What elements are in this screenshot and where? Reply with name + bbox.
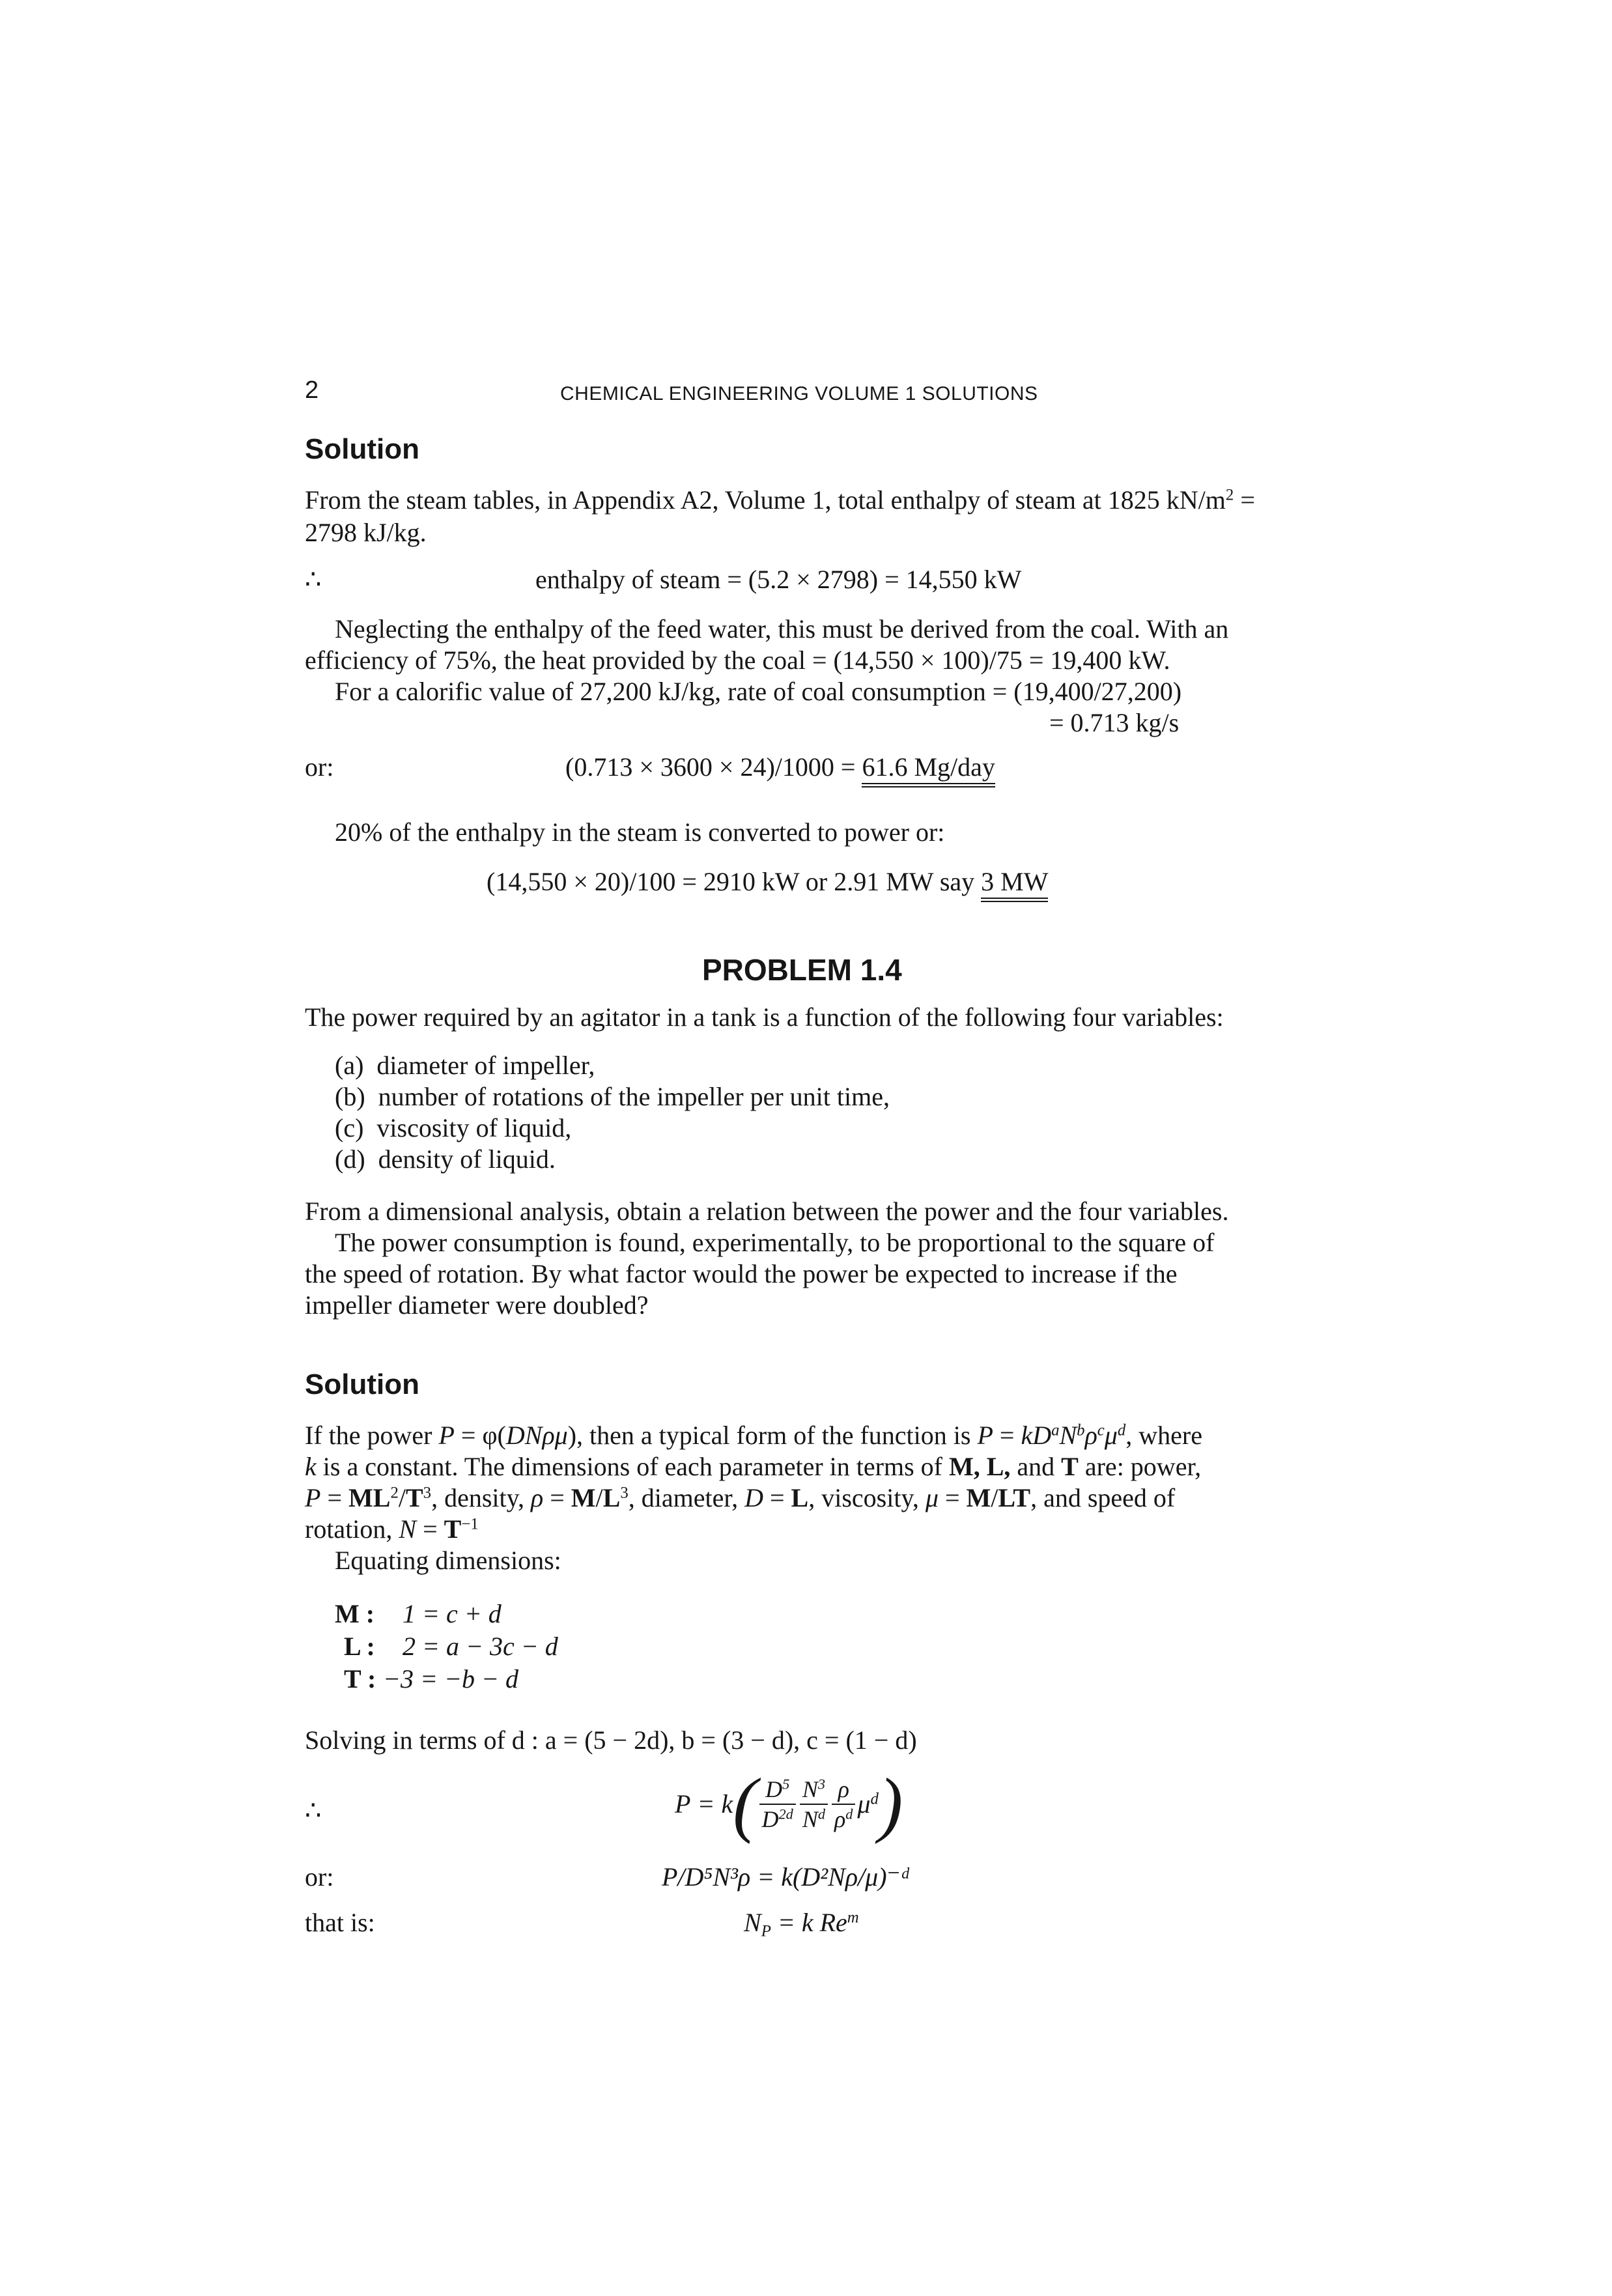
paragraph-line: 20% of the enthalpy in the steam is converted to power or: — [335, 817, 945, 847]
paragraph-line: Solving in terms of d : a = (5 − 2d), b = (3 − d), c = (1 − d) — [305, 1725, 917, 1755]
paragraph-line: Equating dimensions: — [335, 1546, 561, 1575]
paragraph-line: For a calorific value of 27,200 kJ/kg, rate of coal consumption = (19,400/27,200) — [335, 677, 1182, 706]
or-label: or: — [305, 752, 334, 782]
solution-text-line: 2798 kJ/kg. — [305, 518, 427, 547]
paragraph-line: $P = ML^2/T^3$, density, $\rho = M/L^3$, diameter, D = L, viscosity, μ = M/LT, and speed of — [305, 1483, 1176, 1512]
list-item: (c) viscosity of liquid, — [335, 1113, 572, 1142]
paragraph-line: impeller diameter were doubled? — [305, 1290, 649, 1320]
equation-dimensionless: P/D⁵N³ρ = k(D²Nρ/μ)⁻ᵈ — [662, 1862, 909, 1892]
equation-power-number: $N_P = k$ Re$^m$ — [744, 1908, 859, 1940]
that-is-label: that is: — [305, 1908, 375, 1937]
equation-power-function: P = k ( $\frac{D^5}{D^{2d}}$ $\frac{N^3}{N^d}$ $\frac{\rho}{\rho^d}$ $\mu^d$ ) — [675, 1764, 903, 1845]
problem-intro: The power required by an agitator in a tank is a function of the following four variables: — [305, 1002, 1224, 1032]
coal-rate-result: = 0.713 kg/s — [1049, 708, 1180, 737]
equation-per-day: (0.713 × 3600 × 24)/1000 = 61.6 Mg/day — [565, 754, 995, 780]
paragraph-line: The power consumption is found, experimentally, to be proportional to the square of — [335, 1228, 1215, 1257]
equation-steam-enthalpy: enthalpy of steam = (5.2 × 2798) = 14,550 kW — [535, 565, 1022, 594]
paragraph-line: efficiency of 75%, the heat provided by the coal = (14,550 × 100)/75 = 19,400 kW. — [305, 645, 1170, 675]
equation: 1 = c + d — [403, 1599, 502, 1628]
list-item: (b) number of rotations of the impeller per unit time, — [335, 1082, 890, 1111]
therefore-symbol: ∴ — [305, 565, 322, 594]
therefore-symbol: ∴ — [305, 1796, 322, 1825]
solution-heading: Solution — [305, 1368, 419, 1400]
equation: 2 = a − 3c − d — [403, 1632, 558, 1661]
running-title: CHEMICAL ENGINEERING VOLUME 1 SOLUTIONS — [560, 383, 1038, 404]
list-item: (a) diameter of impeller, — [335, 1051, 595, 1080]
paragraph-line: If the power P = φ(DNρμ), then a typical form of the function is $P = kD^aN^b\rho^c\mu^d$, where — [305, 1421, 1202, 1450]
equation-power: (14,550 × 20)/100 = 2910 kW or 2.91 MW say 3 MW — [487, 869, 1048, 895]
solution-heading: Solution — [305, 433, 419, 465]
page-number: 2 — [305, 376, 319, 404]
paragraph-line: the speed of rotation. By what factor would the power be expected to increase if the — [305, 1259, 1178, 1288]
equation-label: M : — [335, 1599, 375, 1628]
paragraph-line: k is a constant. The dimensions of each parameter in terms of M, L, and T are: power, — [305, 1452, 1202, 1481]
equation: −3 = −b − d — [383, 1664, 518, 1694]
result-double-underline: 3 MW — [981, 867, 1048, 902]
paragraph-line: rotation, $N = T^{-1}$ — [305, 1514, 479, 1544]
problem-heading: PROBLEM 1.4 — [702, 953, 902, 987]
paragraph-line: Neglecting the enthalpy of the feed water, this must be derived from the coal. With an — [335, 614, 1229, 644]
equation-label: L : — [344, 1632, 375, 1661]
paragraph-line: From a dimensional analysis, obtain a relation between the power and the four variables. — [305, 1197, 1229, 1226]
or-label: or: — [305, 1862, 334, 1892]
result-double-underline: 61.6 Mg/day — [862, 752, 995, 787]
equation-label: T : — [344, 1664, 376, 1694]
list-item: (d) density of liquid. — [335, 1144, 556, 1174]
solution-text-line: From the steam tables, in Appendix A2, Volume 1, total enthalpy of steam at 1825 $kN/m^2$ = — [305, 485, 1255, 515]
